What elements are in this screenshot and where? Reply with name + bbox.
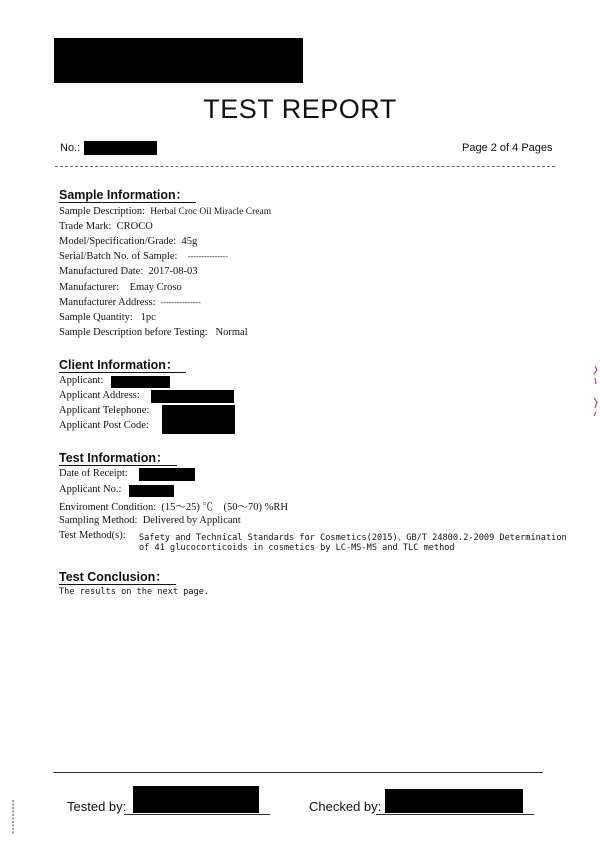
test-conclusion-text: The results on the next page.	[59, 587, 210, 597]
test-method-line-2: of 41 glucocorticoids in cosmetics by LC-MS-MS and TLC method	[139, 543, 455, 553]
test-method-line-1: Safety and Technical Standards for Cosmetics(2015)、GB/T 24800.2-2009 Determination	[139, 533, 567, 543]
redacted-applicant-no	[129, 485, 174, 497]
redacted-applicant-telephone-postcode	[162, 405, 235, 434]
field-model-spec: Model/Specification/Grade: 45g	[59, 236, 198, 247]
redacted-applicant	[111, 376, 170, 388]
field-applicant-address: Applicant Address:	[59, 390, 140, 401]
footer-divider	[53, 772, 543, 773]
field-test-methods: Test Method(s):	[59, 530, 126, 541]
side-stamp-mark	[590, 364, 600, 418]
checked-by-underline	[376, 814, 534, 815]
field-applicant-no: Applicant No.:	[59, 484, 122, 495]
tested-by-label: Tested by:	[67, 799, 127, 814]
header-divider	[55, 166, 555, 167]
redacted-letterhead	[54, 38, 303, 83]
field-manufacturer: Manufacturer: Emay Croso	[59, 282, 182, 293]
redacted-tested-by-signature	[133, 786, 259, 813]
field-sample-description-before-testing: Sample Description before Testing: Normal	[59, 327, 248, 338]
field-environment-condition: Enviroment Condition: (15～25) ℃ (50～70) %RH	[59, 502, 288, 513]
side-id-mark	[11, 800, 15, 834]
field-manufacturer-address: Manufacturer Address: ---------------	[59, 297, 201, 308]
redacted-applicant-address	[151, 390, 234, 403]
field-applicant-post-code: Applicant Post Code:	[59, 420, 149, 431]
client-information-heading: Client Information：	[59, 355, 186, 373]
field-trade-mark: Trade Mark: CROCO	[59, 221, 153, 232]
field-serial-batch: Serial/Batch No. of Sample: ---------------	[59, 251, 228, 262]
page-title: TEST REPORT	[203, 94, 397, 124]
field-sample-description: Sample Description: Herbal Croc Oil Miracle Cream	[59, 206, 272, 217]
field-date-of-receipt: Date of Receipt:	[59, 468, 128, 479]
report-number-label: No.:	[60, 142, 81, 154]
field-sampling-method: Sampling Method: Delivered by Applicant	[59, 515, 241, 526]
field-applicant-telephone: Applicant Telephone:	[59, 405, 150, 416]
field-applicant: Applicant:	[59, 375, 104, 386]
redacted-date-of-receipt	[139, 468, 195, 481]
field-manufactured-date: Manufactured Date: 2017-08-03	[59, 266, 198, 277]
checked-by-label: Checked by:	[309, 799, 382, 814]
page-indicator: Page 2 of 4 Pages	[462, 142, 553, 154]
tested-by-underline	[124, 814, 270, 815]
field-sample-quantity: Sample Quantity: 1pc	[59, 312, 156, 323]
redacted-report-number	[84, 141, 157, 155]
test-information-heading: Test Information：	[59, 448, 177, 466]
redacted-checked-by-signature	[385, 789, 523, 813]
sample-information-heading: Sample Information：	[59, 185, 196, 203]
test-conclusion-heading: Test Conclusion：	[59, 567, 176, 585]
